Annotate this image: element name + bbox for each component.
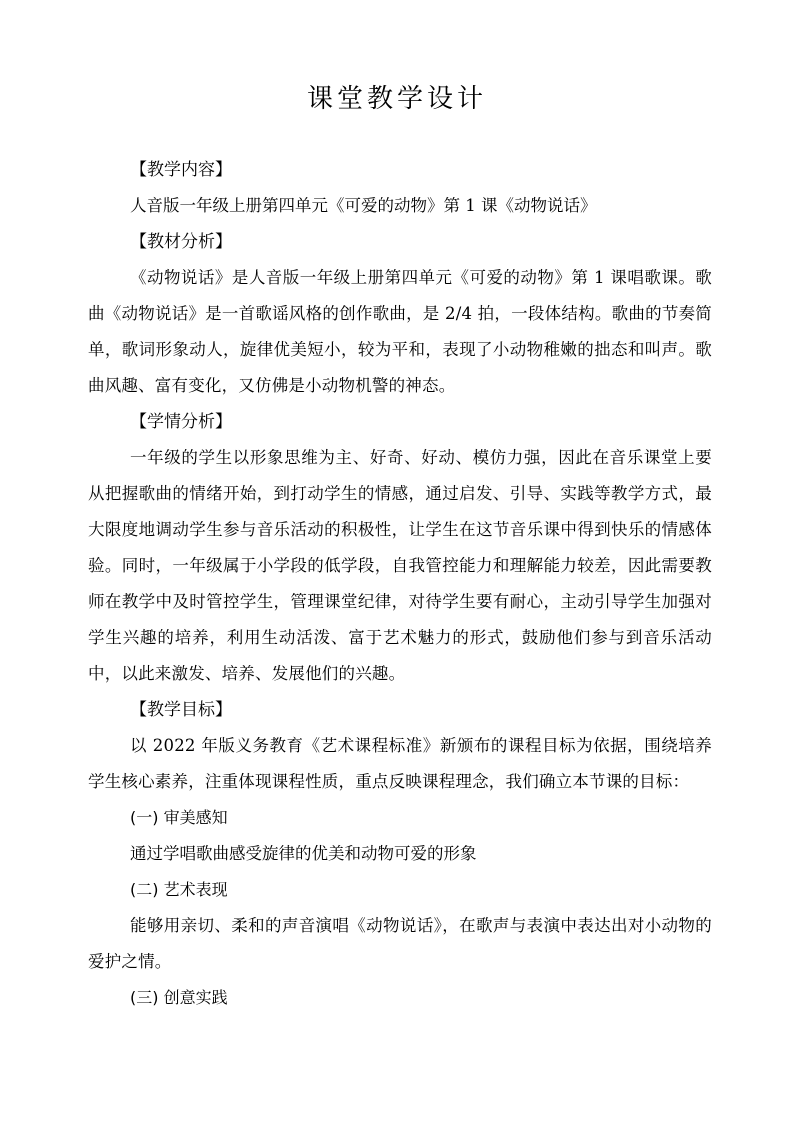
- material-analysis-text: 《动物说话》是人音版一年级上册第四单元《可爱的动物》第 1 课唱歌课。歌曲《动物说话》是一首歌谣风格的创作歌曲，是 2/4 拍，一段体结构。歌曲的节奏简单，歌词形象动人，旋律优美短小，较为平和，表现了小动物稚嫩的拙态和叫声。歌曲风趣、富有变化，又仿佛是小动物机警的神态。: [88, 268, 712, 395]
- section-heading-goals: 【教学目标】: [130, 700, 232, 720]
- section-heading-content: 【教学内容】: [130, 160, 232, 180]
- document-body: [88, 152, 712, 1016]
- goal-text-aesthetic: 通过学唱歌曲感受旋律的优美和动物可爱的形象: [130, 844, 477, 863]
- section-heading-students: 【学情分析】: [130, 412, 232, 432]
- student-analysis-text: 一年级的学生以形象思维为主、好奇、好动、模仿力强，因此在音乐课堂上要从把握歌曲的情绪开始，到打动学生的情感，通过启发、引导、实践等教学方式，最大限度地调动学生参与音乐活动的积极性，让学生在这节音乐课中得到快乐的情感体验。同时，一年级属于小学段的低学段，自我管控能力和理解能力较差，因此需要教师在教学中及时管控学生，管理课堂纪律，对待学生要有耐心，主动引导学生加强对学生兴趣的培养，利用生动活泼、富于艺术魅力的形式，鼓励他们参与到音乐活动中，以此来激发、培养、发展他们的兴趣。: [88, 448, 712, 683]
- section-heading-material: 【教材分析】: [130, 232, 232, 252]
- page-title: 课堂教学设计: [306, 84, 487, 114]
- goals-intro-text: 以 2022 年版义务教育《艺术课程标准》新颁布的课程目标为依据，围绕培养学生核心素养，注重体现课程性质，重点反映课程理念，我们确立本节课的目标：: [88, 736, 712, 791]
- goal-label-practice: (三) 创意实践: [130, 988, 228, 1007]
- goal-text-expression: 能够用亲切、柔和的声音演唱《动物说话》，在歌声与表演中表达出对小动物的爱护之情。: [88, 916, 712, 971]
- goal-label-expression: (二) 艺术表现: [130, 880, 228, 899]
- goal-label-aesthetic: (一) 审美感知: [130, 808, 228, 827]
- content-text: 人音版一年级上册第四单元《可爱的动物》第 1 课《动物说话》: [130, 196, 597, 215]
